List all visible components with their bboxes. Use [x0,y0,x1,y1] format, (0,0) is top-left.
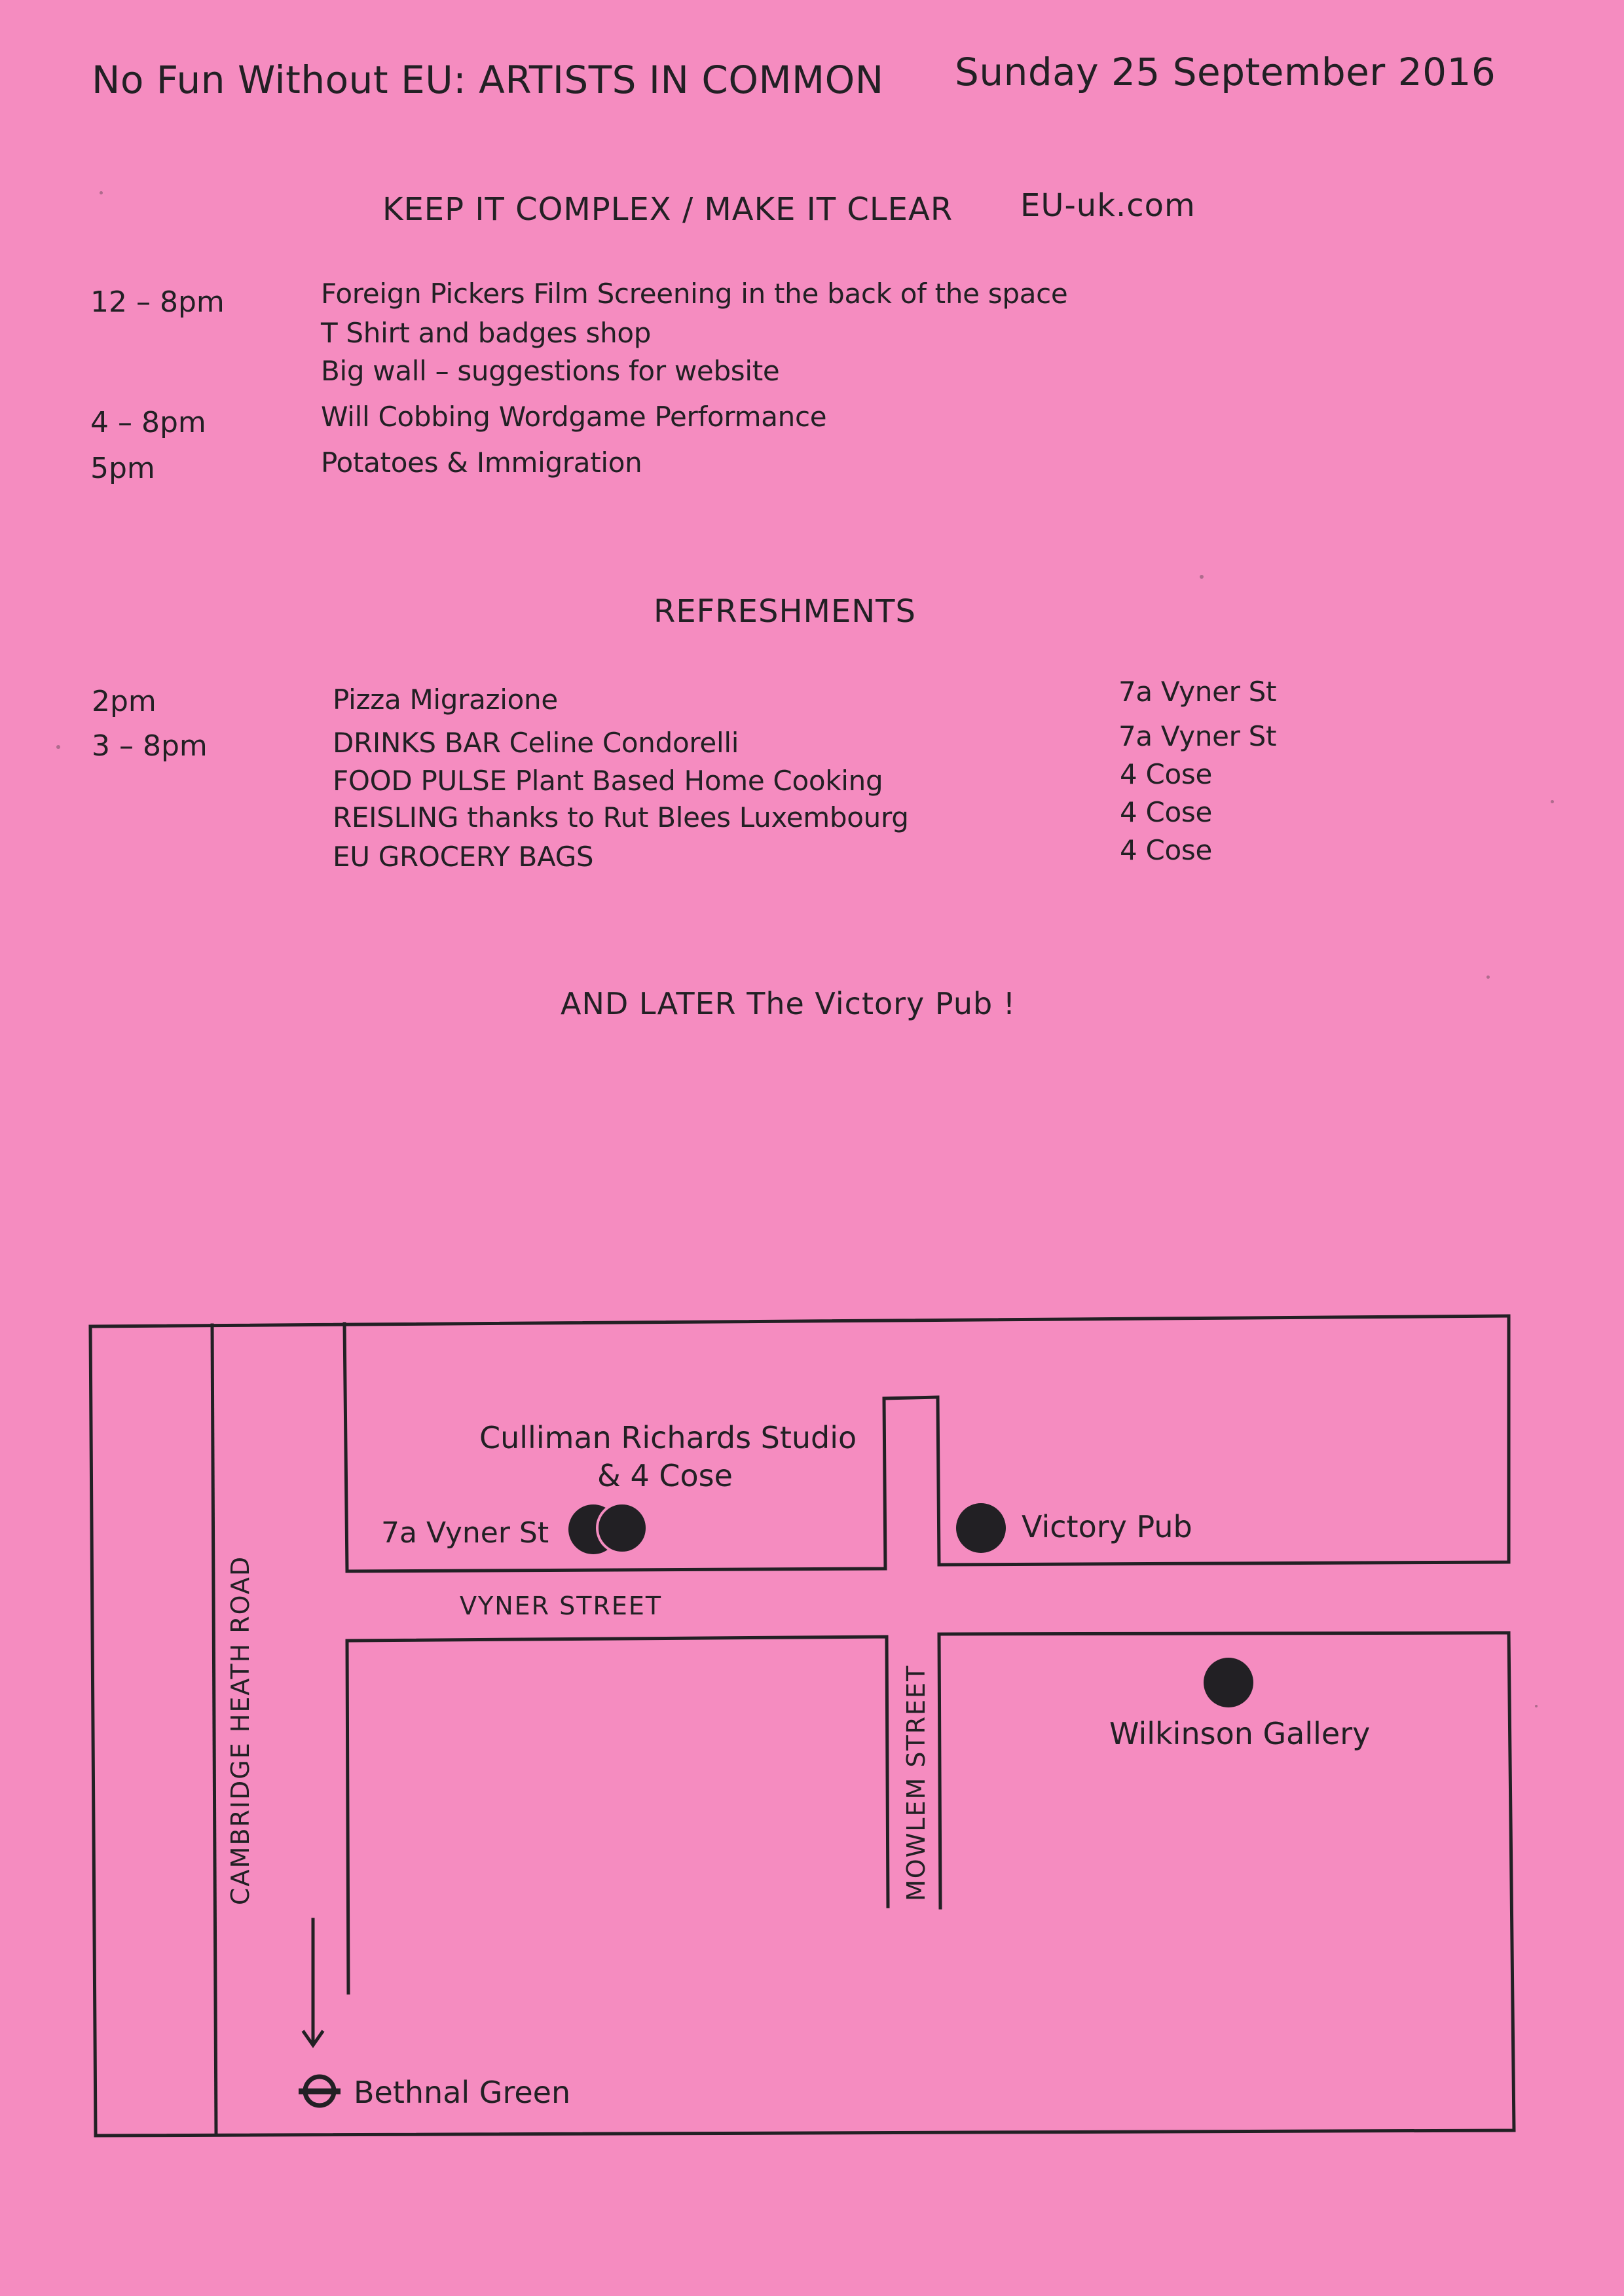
cambridge-heath-road-label: CAMBRIDGE HEATH ROAD [226,1555,255,1905]
paper-speck [1200,575,1204,579]
event-title: No Fun Without EU: ARTISTS IN COMMON [92,58,884,102]
refreshment-location: 4 Cose [1120,758,1213,790]
arrow-down-icon [304,1920,322,2045]
victory-pub-label: Victory Pub [1022,1509,1192,1544]
dot-marker-icon [597,1503,647,1553]
refreshment-item: EU GROCERY BAGS [333,841,594,873]
refreshment-item: FOOD PULSE Plant Based Home Cooking [333,765,883,797]
studio-name: Culliman Richards Studio [479,1420,857,1455]
refreshments-heading: REFRESHMENTS [654,593,916,630]
studio-name-line2: & 4 Cose [597,1458,733,1493]
paper-speck [1535,1705,1538,1707]
schedule-item: T Shirt and badges shop [321,317,652,349]
refreshment-item: DRINKS BAR Celine Condorelli [333,727,739,759]
website-url: EU-uk.com [1020,187,1196,224]
schedule-item: Potatoes & Immigration [321,446,642,479]
block-lower-left [347,1637,888,1993]
dot-marker-icon [1204,1658,1253,1707]
cambridge-heath-road [212,1325,216,2134]
tagline: KEEP IT COMPLEX / MAKE IT CLEAR [382,191,953,228]
dot-marker-icon [956,1503,1006,1553]
wilkinson-gallery-label: Wilkinson Gallery [1109,1716,1371,1751]
schedule-time: 5pm [90,452,155,485]
event-date: Sunday 25 September 2016 [955,50,1496,94]
refreshment-time: 2pm [92,685,157,718]
later-note: AND LATER The Victory Pub ! [561,986,1016,1021]
mowlem-street-label: MOWLEM STREET [902,1664,931,1901]
refreshment-location: 4 Cose [1120,796,1213,828]
station-label: Bethnal Green [354,2075,571,2110]
paper-speck [56,745,60,749]
schedule-item: Big wall – suggestions for website [321,355,780,387]
refreshment-item: Pizza Migrazione [333,683,558,716]
paper-speck [100,191,103,194]
refreshment-location: 7a Vyner St [1118,676,1277,708]
schedule-time: 4 – 8pm [90,406,206,439]
refreshment-location: 4 Cose [1120,834,1213,866]
schedule-time: 12 – 8pm [90,285,225,319]
schedule-item: Foreign Pickers Film Screening in the back of the space [321,278,1068,310]
schedule-item: Will Cobbing Wordgame Performance [321,401,827,433]
underground-roundel-icon [299,2077,341,2105]
refreshment-time: 3 – 8pm [92,729,208,763]
vyner-street-label: VYNER STREET [460,1592,663,1620]
refreshment-location: 7a Vyner St [1118,720,1277,752]
paper-speck [1486,975,1490,979]
refreshment-item: REISLING thanks to Rut Blees Luxembourg [333,801,909,833]
studio-address: 7a Vyner St [381,1516,549,1550]
paper-speck [1551,800,1554,803]
